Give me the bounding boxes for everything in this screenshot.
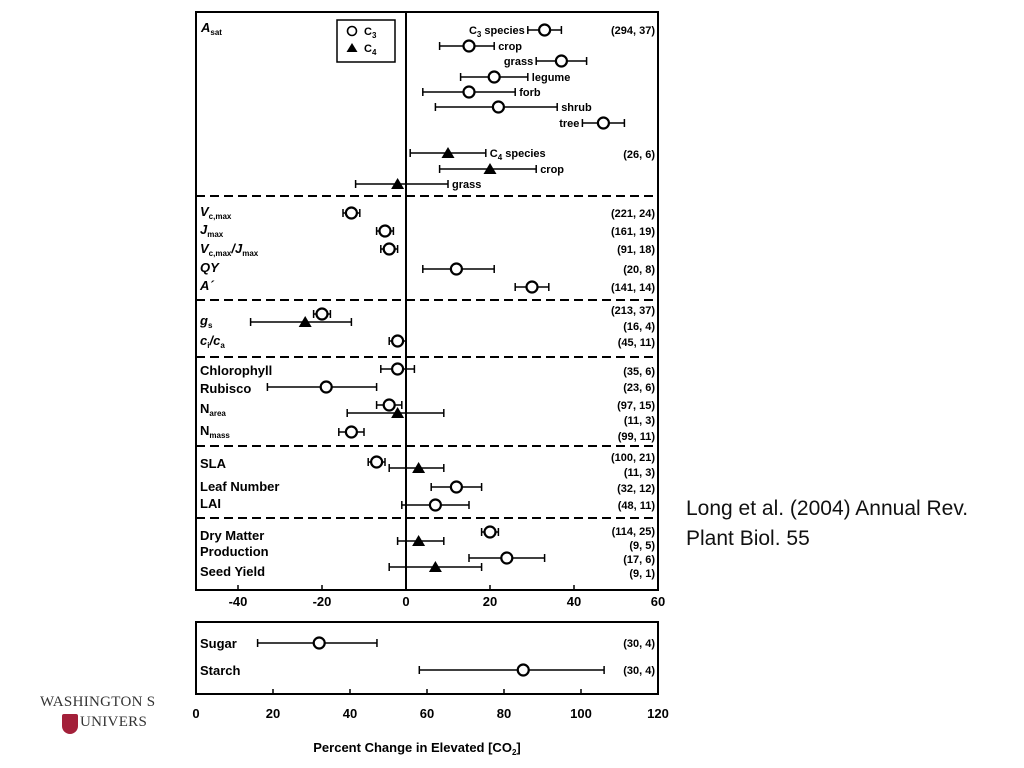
data-point-circle — [518, 665, 529, 676]
x-tick-label: 60 — [419, 706, 435, 721]
sample-size-label: (48, 11) — [617, 500, 655, 512]
sample-size-label: (30, 4) — [623, 665, 655, 677]
row-label: Dry Matter — [200, 528, 265, 543]
data-point-circle — [346, 208, 357, 219]
data-point-circle — [539, 25, 550, 36]
category-label: grass — [503, 56, 534, 68]
x-tick-label: 0 — [192, 706, 200, 721]
sample-size-label: (16, 4) — [623, 321, 655, 333]
category-label: shrub — [561, 102, 592, 114]
section-title-asat: $A_{sat}$ — [201, 20, 222, 37]
row-label: $N_{mass}$ — [200, 423, 230, 440]
row-label: $c_i/c_a$ — [200, 333, 225, 350]
sample-size-label: (97, 15) — [617, 400, 655, 412]
x-tick-label: 100 — [570, 706, 592, 721]
sample-size-label: (26, 6) — [623, 149, 655, 161]
data-point-circle — [317, 309, 328, 320]
x-tick-label: -40 — [228, 594, 248, 609]
sample-size-label: (213, 37) — [610, 305, 655, 317]
logo-text-line1: WASHINGTON S — [40, 694, 156, 710]
university-logo — [40, 692, 164, 744]
sample-size-label: (294, 37) — [610, 25, 655, 37]
category-label: forb — [519, 87, 541, 99]
data-point-circle — [392, 336, 403, 347]
data-point-circle — [451, 482, 462, 493]
sample-size-label: (20, 8) — [623, 264, 655, 276]
x-tick-label: -20 — [312, 594, 332, 609]
sample-size-label: (9, 1) — [629, 568, 655, 580]
data-point-circle — [430, 500, 441, 511]
category-label: tree — [559, 118, 580, 130]
data-point-circle — [314, 638, 325, 649]
row-label: Rubisco — [200, 381, 252, 396]
data-point-circle — [527, 282, 538, 293]
row-label: A´ — [200, 278, 214, 293]
row-label: $J_{max}$ — [200, 222, 224, 239]
data-point-circle — [489, 72, 500, 83]
data-point-circle — [380, 226, 391, 237]
data-point-circle — [501, 553, 512, 564]
row-label: $V_{c,max}$ — [200, 204, 232, 221]
data-point-circle — [493, 102, 504, 113]
bottom-panel-frame — [196, 622, 658, 694]
category-label: grass — [452, 179, 482, 191]
sample-size-label: (221, 24) — [610, 208, 655, 220]
sample-size-label: (30, 4) — [623, 638, 655, 650]
x-tick-label: 80 — [496, 706, 512, 721]
data-point-circle — [321, 382, 332, 393]
x-tick-label: 20 — [482, 594, 498, 609]
x-tick-label: 40 — [342, 706, 358, 721]
sample-size-label: (114, 25) — [611, 526, 655, 538]
x-tick-label: 20 — [265, 706, 281, 721]
row-label: SLA — [200, 456, 226, 471]
sample-size-label: (17, 6) — [623, 554, 655, 566]
category-label: $C_4$ species — [489, 148, 546, 162]
row-label: $N_{area}$ — [200, 401, 226, 418]
sample-size-label: (11, 3) — [623, 415, 655, 427]
row-label: Production — [200, 544, 269, 559]
row-label: $V_{c,max}/J_{max}$ — [200, 241, 259, 258]
row-label: $g_s$ — [200, 313, 213, 330]
data-point-circle — [451, 264, 462, 275]
data-point-circle — [464, 41, 475, 52]
x-tick-label: 40 — [566, 594, 582, 609]
logo-text-line2: UNIVERS — [80, 714, 148, 730]
data-point-circle — [346, 427, 357, 438]
row-label: Sugar — [200, 636, 237, 651]
sample-size-label: (141, 14) — [610, 282, 655, 294]
data-point-circle — [556, 56, 567, 67]
data-point-circle — [384, 400, 395, 411]
sample-size-label: (91, 18) — [617, 244, 655, 256]
data-point-circle — [598, 118, 609, 129]
x-tick-label: 0 — [402, 594, 410, 609]
x-tick-label: 120 — [647, 706, 669, 721]
data-point-circle — [384, 244, 395, 255]
category-label: legume — [531, 72, 571, 84]
x-axis-label: Percent Change in Elevated $[CO_2]$ — [313, 740, 521, 757]
sample-size-label: (35, 6) — [623, 366, 655, 378]
sample-size-label: (161, 19) — [610, 226, 655, 238]
row-label: QY — [200, 260, 219, 275]
data-point-circle — [464, 87, 475, 98]
row-label: Seed Yield — [200, 564, 266, 579]
sample-size-label: (99, 11) — [617, 431, 655, 443]
x-tick-label: 60 — [650, 594, 666, 609]
legend-marker-c3 — [348, 27, 357, 36]
sample-size-label: (11, 3) — [623, 467, 655, 479]
sample-size-label: (45, 11) — [617, 337, 655, 349]
legend-label: $C_4$ — [364, 43, 377, 57]
university-seal-icon — [62, 714, 78, 734]
sample-size-label: (23, 6) — [623, 382, 655, 394]
category-label: crop — [498, 41, 523, 53]
data-point-circle — [485, 527, 496, 538]
row-label: Starch — [200, 663, 241, 678]
row-label: LAI — [200, 496, 221, 511]
row-label: Chlorophyll — [200, 363, 273, 378]
category-label: crop — [540, 164, 565, 176]
legend-label: $C_3$ — [364, 26, 377, 40]
data-point-circle — [392, 364, 403, 375]
sample-size-label: (100, 21) — [610, 452, 655, 464]
category-label: $C_3$ species — [468, 25, 525, 39]
row-label: Leaf Number — [200, 479, 280, 494]
sample-size-label: (32, 12) — [617, 483, 655, 495]
sample-size-label: (9, 5) — [629, 540, 655, 552]
data-point-circle — [371, 457, 382, 468]
citation-text: Long et al. (2004) Annual Rev. Plant Biol. 55 — [686, 497, 969, 550]
